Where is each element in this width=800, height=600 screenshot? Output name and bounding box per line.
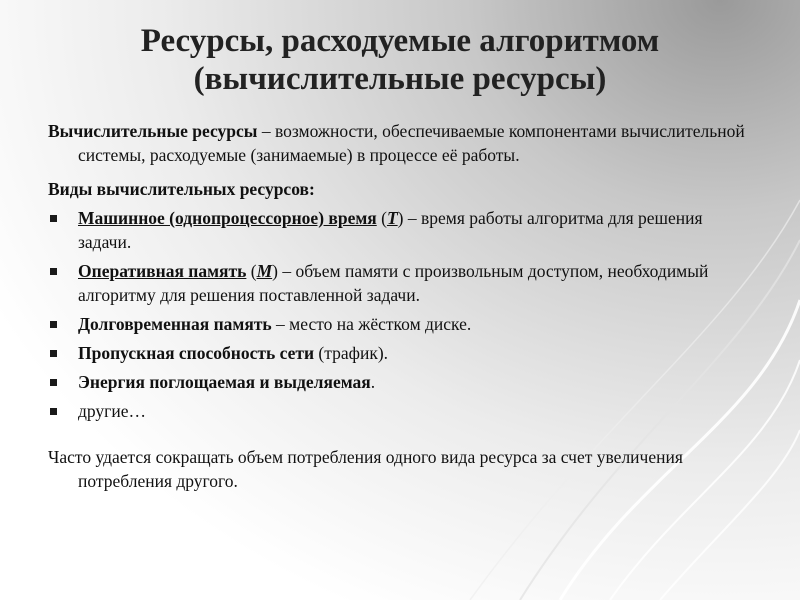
slide-title [40,22,760,98]
list-item-storage [48,312,758,336]
conclusion-paragraph: Часто удается сокращать объем потребления одного вида ресурса за счет увеличения потребления другого. [48,447,683,491]
list-item-bandwidth [48,341,758,365]
bullet-icon [50,268,57,275]
definition-term: Вычислительные ресурсы [48,121,258,141]
item-symbol-close: ) [397,208,404,228]
item-term: Машинное (однопроцессорное) время [78,208,377,228]
bullet-icon [50,379,57,386]
item-term: Долговременная память [78,314,272,334]
item-symbol-open: ( [376,208,387,228]
list-item-ram [48,259,758,307]
item-term: Энергия поглощаемая и выделяемая [78,372,371,392]
item-text: – объем памяти с произвольным доступом, необходимый алгоритму для решения поставленной задачи. [78,261,709,305]
resource-types-list [48,206,758,423]
item-symbol: M [256,261,273,281]
slide-content [48,119,758,493]
item-text: (трафик). [314,343,389,363]
types-heading [48,177,758,201]
item-term: Пропускная способность сети [78,343,315,363]
item-term: Оперативная память [78,261,247,281]
list-item-other [48,399,758,423]
slide-title-line1: Ресурсы, расходуемые алгоритмом [140,23,660,59]
item-text: – место на жёстком диске. [271,314,472,334]
item-symbol-open: ( [246,261,257,281]
item-text: . [370,372,376,392]
bullet-icon [50,350,57,357]
bullet-icon [50,321,57,328]
list-item-energy [48,370,758,394]
slide-title-line2: (вычислительные ресурсы) [193,61,607,97]
definition-text: – возможности, обеспечиваемые компонентами вычислительной системы, расходуемые (занимаемые) в процессе её работы. [78,121,745,165]
bullet-icon [50,215,57,222]
item-text: другие… [78,401,146,421]
item-symbol-close: ) [272,261,278,281]
definition-paragraph [48,119,758,167]
item-symbol: T [386,208,398,228]
types-heading-text: Виды вычислительных ресурсов: [48,179,315,199]
item-text: – время работы алгоритма для решения задачи. [78,208,703,252]
list-item-machine-time [48,206,758,254]
bullet-icon [50,408,57,415]
